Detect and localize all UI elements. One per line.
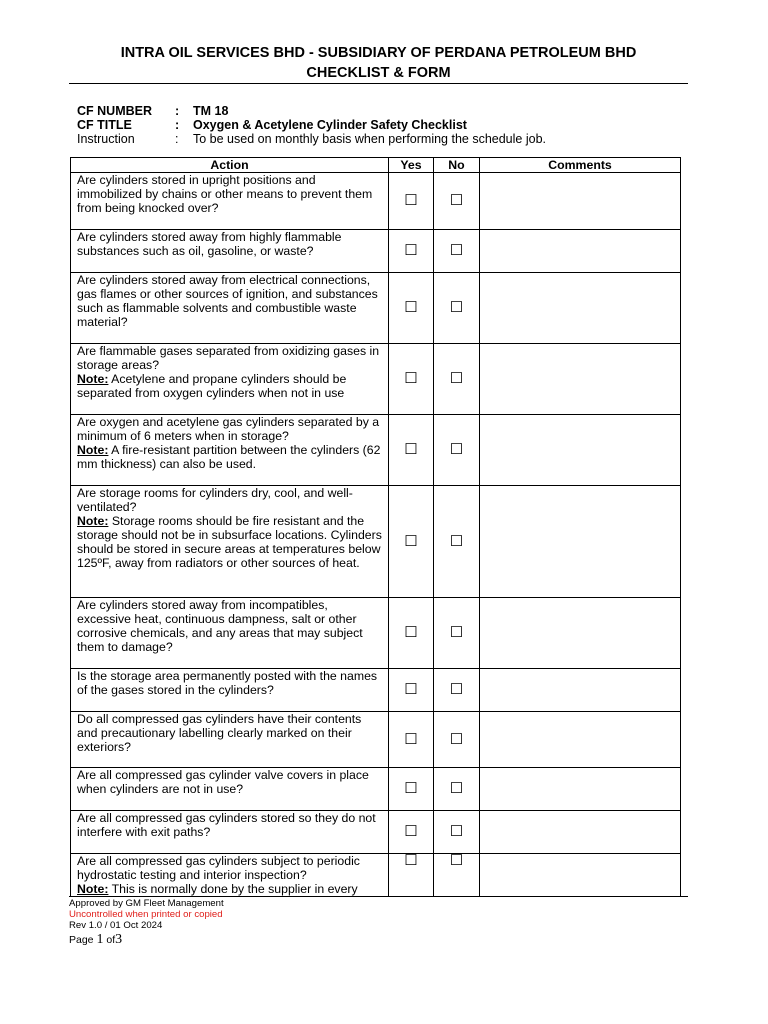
yes-checkbox[interactable]: ☐ — [389, 854, 434, 897]
comments-cell[interactable] — [480, 415, 681, 486]
table-row — [71, 344, 681, 415]
note-text: A fire-resistant partition between the cylinders (62 mm thickness) can also be used. — [77, 443, 381, 471]
form-type-title: CHECKLIST & FORM — [306, 65, 451, 81]
company-title: INTRA OIL SERVICES BHD - SUBSIDIARY OF PERDANA PETROLEUM BHD — [120, 45, 637, 61]
table-row — [71, 415, 681, 486]
table-row — [71, 273, 681, 344]
table-row — [71, 173, 681, 230]
table-row — [71, 486, 681, 598]
comments-cell[interactable] — [480, 173, 681, 230]
no-checkbox[interactable]: ☐ — [434, 811, 480, 854]
yes-checkbox[interactable]: ☐ — [389, 768, 434, 811]
table-row — [71, 768, 681, 811]
action-cell — [71, 712, 389, 768]
note-label: Note: — [77, 882, 109, 896]
footer-divider — [69, 896, 688, 897]
document-header — [69, 43, 688, 83]
no-column-header: No — [434, 158, 480, 173]
table-row — [71, 712, 681, 768]
comments-cell[interactable] — [480, 669, 681, 712]
yes-checkbox[interactable]: ☐ — [389, 273, 434, 344]
comments-cell[interactable] — [480, 273, 681, 344]
cf-title-value: Oxygen & Acetylene Cylinder Safety Checklist — [193, 118, 467, 132]
table-row — [71, 854, 681, 897]
no-checkbox[interactable]: ☐ — [434, 712, 480, 768]
action-cell — [71, 173, 389, 230]
action-cell — [71, 344, 389, 415]
comments-column-header: Comments — [480, 158, 681, 173]
comments-cell[interactable] — [480, 768, 681, 811]
table-row — [71, 598, 681, 669]
no-checkbox[interactable]: ☐ — [434, 173, 480, 230]
action-text: Are cylinders stored in upright positions and immobilized by chains or other means to prevent them from being knocked over? — [77, 173, 373, 215]
action-text: Is the storage area permanently posted with the names of the gases stored in the cylinders? — [77, 669, 378, 697]
yes-checkbox[interactable]: ☐ — [389, 173, 434, 230]
comments-cell[interactable] — [480, 712, 681, 768]
action-cell — [71, 486, 389, 598]
table-row — [71, 811, 681, 854]
no-checkbox[interactable]: ☐ — [434, 486, 480, 598]
cf-title-label: CF TITLE — [77, 118, 132, 132]
cf-number-label: CF NUMBER — [77, 104, 152, 118]
no-checkbox[interactable]: ☐ — [434, 230, 480, 273]
no-checkbox[interactable]: ☐ — [434, 854, 480, 897]
action-text: Are oxygen and acetylene gas cylinders separated by a minimum of 6 meters when in storage? — [77, 415, 380, 443]
page-current: 1 — [96, 932, 104, 947]
action-column-header: Action — [71, 158, 389, 173]
yes-checkbox[interactable]: ☐ — [389, 598, 434, 669]
uncontrolled-notice: Uncontrolled when printed or copied — [69, 909, 223, 920]
action-text: Are storage rooms for cylinders dry, cool, and well-ventilated? — [77, 486, 353, 514]
instruction-label: Instruction — [77, 132, 135, 146]
yes-column-header: Yes — [389, 158, 434, 173]
table-row — [71, 669, 681, 712]
cf-title-colon: : — [175, 118, 180, 132]
note-label: Note: — [77, 443, 109, 457]
no-checkbox[interactable]: ☐ — [434, 344, 480, 415]
yes-checkbox[interactable]: ☐ — [389, 486, 434, 598]
comments-cell[interactable] — [480, 598, 681, 669]
action-cell — [71, 811, 389, 854]
yes-checkbox[interactable]: ☐ — [389, 230, 434, 273]
cf-number-colon: : — [175, 104, 180, 118]
action-text: Are cylinders stored away from incompatibles, excessive heat, continuous dampness, salt or other corrosive chemicals, and any areas that may subject them to damage? — [77, 598, 363, 654]
action-text: Do all compressed gas cylinders have their contents and precautionary labelling clearly marked on their exteriors? — [77, 712, 362, 754]
action-cell — [71, 415, 389, 486]
action-text: Are all compressed gas cylinders subject to periodic hydrostatic testing and interior inspection? — [77, 854, 360, 882]
action-text: Are all compressed gas cylinders stored so they do not interfere with exit paths? — [77, 811, 376, 839]
action-cell — [71, 230, 389, 273]
yes-checkbox[interactable]: ☐ — [389, 811, 434, 854]
comments-cell[interactable] — [480, 230, 681, 273]
action-cell — [71, 598, 389, 669]
note-text: Acetylene and propane cylinders should be separated from oxygen cylinders when not in use — [77, 372, 347, 400]
no-checkbox[interactable]: ☐ — [434, 669, 480, 712]
comments-cell[interactable] — [480, 486, 681, 598]
action-cell — [71, 273, 389, 344]
comments-cell[interactable] — [480, 854, 681, 897]
yes-checkbox[interactable]: ☐ — [389, 669, 434, 712]
action-text: Are cylinders stored away from electrical connections, gas flames or other sources of ignition, and substances such as flammable solvents and combustible waste material? — [77, 273, 378, 329]
no-checkbox[interactable]: ☐ — [434, 415, 480, 486]
table-header-row — [71, 158, 681, 173]
action-text: Are cylinders stored away from highly flammable substances such as oil, gasoline, or waste? — [77, 230, 342, 258]
note-text: Storage rooms should be fire resistant and the storage should not be in subsurface locations. Cylinders should be stored in secure areas at temperatures below 125ºF, away from radiators or other sources of heat. — [77, 514, 382, 570]
action-cell — [71, 768, 389, 811]
page-of: of — [106, 934, 116, 946]
action-text: Are flammable gases separated from oxidizing gases in storage areas? — [77, 344, 380, 372]
action-cell — [71, 669, 389, 712]
note-text: This is normally done by the supplier in every — [108, 882, 358, 896]
page-total: 3 — [115, 932, 123, 947]
no-checkbox[interactable]: ☐ — [434, 768, 480, 811]
checklist-table — [70, 157, 681, 896]
header-divider — [69, 83, 688, 84]
yes-checkbox[interactable]: ☐ — [389, 712, 434, 768]
note-label: Note: — [77, 514, 109, 528]
revision-text: Rev 1.0 / 01 Oct 2024 — [69, 920, 163, 931]
comments-cell[interactable] — [480, 811, 681, 854]
action-cell — [71, 854, 389, 897]
no-checkbox[interactable]: ☐ — [434, 273, 480, 344]
action-text: Are all compressed gas cylinder valve covers in place when cylinders are not in use? — [77, 768, 369, 796]
page-number — [69, 932, 122, 948]
instruction-value: To be used on monthly basis when performing the schedule job. — [193, 132, 546, 146]
yes-checkbox[interactable]: ☐ — [389, 344, 434, 415]
instruction-colon: : — [175, 132, 179, 146]
table-row — [71, 230, 681, 273]
approved-by-text: Approved by GM Fleet Management — [69, 898, 224, 909]
cf-number-value: TM 18 — [193, 104, 229, 118]
note-label: Note: — [77, 372, 109, 386]
page-word: Page — [69, 934, 94, 946]
yes-checkbox[interactable]: ☐ — [389, 415, 434, 486]
comments-cell[interactable] — [480, 344, 681, 415]
no-checkbox[interactable]: ☐ — [434, 598, 480, 669]
